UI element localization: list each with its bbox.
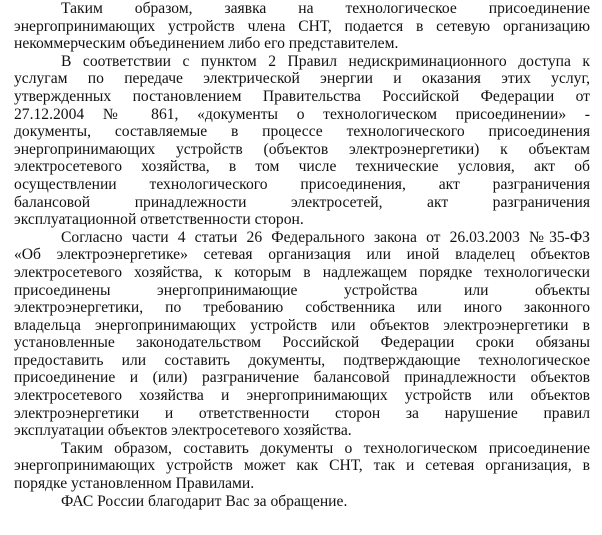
paragraph-5 <box>14 493 590 511</box>
paragraph-2 <box>14 53 590 229</box>
text-line: Таким образом, составить документы о технологическом присоединение <box>61 439 590 457</box>
paragraph-4 <box>14 440 590 493</box>
text-line: электросетевого хозяйства, к которым в надлежащем порядке технологически <box>14 263 590 281</box>
text-line: эксплуатации объектов электросетевого хозяйства. <box>14 422 352 440</box>
text-line: некоммерческим объединением либо его представителем. <box>14 35 399 53</box>
text-line: «Об электроэнергетике» сетевая организация или иной владелец объектов <box>14 246 590 264</box>
text-line: 27.12.2004 № 861, «документы о технологическом присоединении» - <box>14 105 590 123</box>
text-line: Согласно части 4 статьи 26 Федерального закона от 26.03.2003 №35-ФЗ <box>61 228 590 246</box>
text-line: предоставить или составить документы, подтверждающие технологическое <box>14 351 590 369</box>
text-line: утвержденных постановлением Правительства Российской Федерации от <box>14 87 590 105</box>
text-line: эксплуатационной ответственности сторон. <box>14 211 304 229</box>
text-line: ФАС России благодарит Вас за обращение. <box>61 492 348 510</box>
text-line: владельца энергопринимающих устройств или объектов электроэнергетики в <box>14 316 590 334</box>
text-line: электроэнергетики, по требованию собственника или иного законного <box>14 299 590 317</box>
text-line: балансовой принадлежности электросетей, акт разграничения <box>14 193 590 211</box>
text-line: услугам по передаче электрической энергии и оказания этих услуг, <box>14 70 590 88</box>
text-line: энергопринимающих устройств (объектов электроэнергетики) к объектам <box>14 140 590 158</box>
text-line: присоединение и (или) разграничение балансовой принадлежности объектов <box>14 369 590 387</box>
text-line: В соответствии с пунктом 2 Правил недискриминационного доступа к <box>61 52 590 70</box>
text-line: документы, составляемые в процессе технологического присоединения <box>14 123 590 141</box>
text-line: Таким образом, заявка на технологическое присоединение <box>61 0 590 17</box>
text-line: осуществлении технологического присоединения, акт разграничения <box>14 175 590 193</box>
text-line: электросетевого хозяйства, в том числе технические условия, акт об <box>14 158 590 176</box>
text-line: установленные законодательством Российской Федерации сроки обязаны <box>14 334 590 352</box>
text-line: электросетевого хозяйства и энергопринимающих устройств или объектов <box>14 387 590 405</box>
text-line: присоединены энергопринимающие устройства или объекты <box>14 281 590 299</box>
text-line: энергопринимающих устройств члена СНТ, подается в сетевую организацию <box>14 17 590 35</box>
text-line: порядке установленном Правилами. <box>14 475 255 493</box>
paragraph-1 <box>14 0 590 53</box>
text-line: энергопринимающих устройств может как СНТ, так и сетевая организация, в <box>14 457 590 475</box>
letter-body <box>14 0 590 510</box>
text-line: электроэнергетики и ответственности сторон за нарушение правил <box>14 404 590 422</box>
paragraph-3 <box>14 229 590 440</box>
